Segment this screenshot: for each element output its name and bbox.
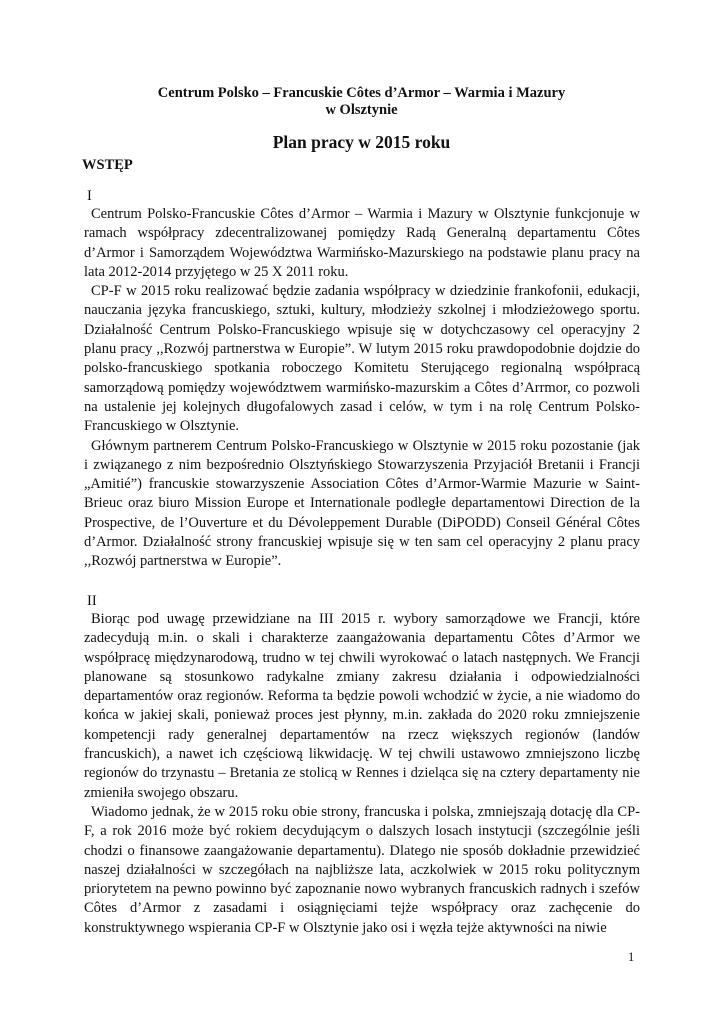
paragraph: Biorąc pod uwagę przewidziane na III 2015 r. wybory samorządowe we Francji, które zadecydują m.in. o skali i charakterze zaangażowania departamentu Côtes d’Armor we współpracę międzynarodową, trudno w tej chwili wyrokować o latach następnych. We Francji planowane są stosunkowo radykalne zmiany zakresu działania i odpowiedzialności departamentów oraz regionów. Reforma ta będzie powoli wchodzić w życie, a nie wiadomo do końca w jakiej skali, ponieważ proces jest płynny, m.in. zakłada do 2020 roku zmniejszenie kompetencji rady generalnej departamentów na rzecz większych regionów (landów francuskich), a nawet ich częściową likwidację. W tej chwili ustawowo zmniejszono liczbę regionów do trzynastu – Bretania ze stolicą w Rennes i dzieląca się na cztery departamenty nie zmieniła swojego obszaru.: [84, 611, 640, 801]
section-1-label: I: [87, 188, 92, 204]
section-2-body: [84, 610, 640, 938]
header-line-1: Centrum Polsko – Francuskie Côtes d’Armor – Warmia i Mazury: [157, 85, 566, 101]
header-line-2: w Olsztynie: [325, 102, 398, 118]
paragraph: Głównym partnerem Centrum Polsko-Francuskiego w Olsztynie w 2015 roku pozostanie (jak i związanego z nim bezpośrednio Olsztyńskiego Stowarzyszenia Przyjaciół Bretanii i Francji „Amitié”) francuskie stowarzyszenie Association Côtes d’Armor-Warmie Mazurie w Saint-Brieuc oraz biuro Mission Europe et Internationale podległe departamentowi Direction de la Prospective, de l’Ouverture et du Dévoleppement Durable (DiPODD) Conseil Général Côtes d’Armor. Działalność strony francuskiej wpisuje się w ten sam cel operacyjny 2 planu pracy ,,Rozwój partnerstwa w Europie”.: [84, 437, 640, 570]
paragraph: Centrum Polsko-Francuskie Côtes d’Armor – Warmia i Mazury w Olsztynie funkcjonuje w ramach współpracy zdecentralizowanej pomiędzy Radą Generalną departamentu Côtes d’Armor i Samorządem Województwa Warmińsko-Mazurskiego na podstawie planu pracy na lata 2012-2014 przyjętego w 25 X 2011 roku.: [84, 206, 640, 280]
document-header: [80, 85, 643, 119]
section-2-label: II: [87, 593, 97, 609]
section-1-body: [84, 205, 640, 572]
paragraph: Wiadomo jednak, że w 2015 roku obie strony, francuska i polska, zmniejszają dotację dla CP-F, a rok 2016 może być rokiem decydującym o dalszych losach instytucji (szczególnie jeśli chodzi o finansowe zaangażowanie departamentu). Dlatego nie sposób dokładnie przewidzieć naszej działalności w szczegółach na najbliższe lata, aczkolwiek w 2015 roku politycznym priorytetem na pewno powinno być zapoznanie nowo wybranych francuskich radnych i szefów Côtes d’Armor z zasadami i osiągnięciami tejże współpracy oraz zachęcenie do konstruktywnego wspierania CP-F w Olsztynie jako osi i węzła tejże aktywności na niwie: [84, 803, 640, 936]
document-title: Plan pracy w 2015 roku: [272, 132, 451, 152]
intro-heading: WSTĘP: [82, 157, 133, 173]
paragraph: CP-F w 2015 roku realizować będzie zadania współpracy w dziedzinie frankofonii, edukacji, nauczania języka francuskiego, sztuki, kultury, młodzieży szkolnej i młodzieżowego sportu. Działalność Centrum Polsko-Francuskiego wpisuje się w dotychczasowy cel operacyjny 2 planu pracy ,,Rozwój partnerstwa w Europie”. W lutym 2015 roku prawdopodobnie dojdzie do polsko-francuskiego spotkania roboczego Komitetu Sterującego regionalną współpracą samorządową pomiędzy województwem warmińsko-mazurskim a Côtes d’Arrmor, co pozwoli na ustalenie jej kolejnych długofalowych zasad i celów, w tym i na rolę Centrum Polsko-Francuskiego w Olsztynie.: [84, 283, 640, 435]
page-number: 1: [628, 950, 635, 964]
